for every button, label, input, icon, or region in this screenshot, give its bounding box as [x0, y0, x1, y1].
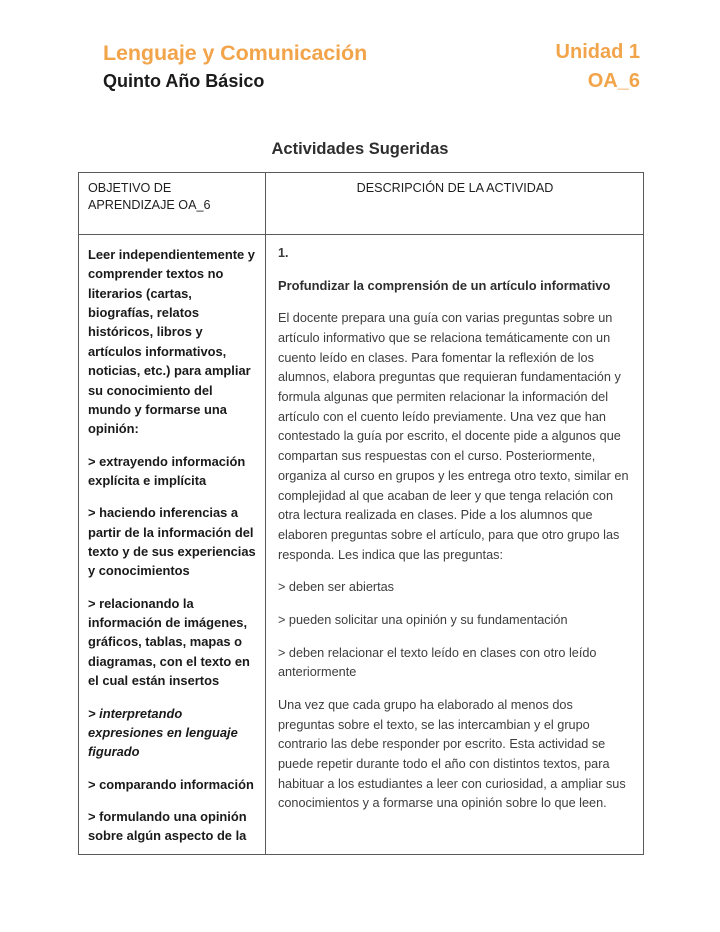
activity-title: Profundizar la comprensión de un artículo informativo — [278, 277, 611, 293]
document-header — [103, 40, 640, 94]
activity-number: 1. — [278, 246, 289, 260]
header-right-group — [556, 40, 640, 94]
oa-code-label: OA_6 — [587, 70, 640, 92]
activity-paragraph-2: Una vez que cada grupo ha elaborado al menos dos preguntas sobre el texto, se las intercambian y el grupo contrario las debe responder por escrito. Esta actividad se puede repetir durante todo el año con distintos textos, para habituar a los estudiantes a leer con curiosidad, a ampliar sus conocimientos y a formarse una opinión sobre lo que leen. — [278, 698, 626, 811]
objective-bullet-5: > formulando una opinión sobre algún aspecto de la — [88, 808, 247, 844]
table-header-row — [79, 173, 644, 235]
table-header-cell-objective — [79, 173, 266, 235]
objective-bullet-1: > haciendo inferencias a partir de la información del texto y de sus experiencias y conocimientos — [88, 505, 256, 579]
activities-table — [78, 172, 644, 855]
activity-bullet-2: > deben relacionar el texto leído en clases con otro leído anteriormente — [278, 645, 597, 680]
table-cell-description — [266, 235, 644, 855]
activity-paragraph-1: El docente prepara una guía con varias preguntas sobre un artículo informativo que se relaciona temáticamente con un cuento leído en clases. Para fomentar la reflexión de los alumnos, elabora preguntas que requieran fundamentación y formula algunas que permiten relacionar la información del artículo con el cuento leído previamente. Una vez que han contestado la guía por escrito, el docente pide a algunos que compartan sus respuestas con el curso. Posteriormente, organiza al curso en grupos y les entrega otro texto, similar en complejidad al que acaban de leer y que tenga relación con otra lectura realizada en clases. Pide a los alumnos que elaboren preguntas sobre el artículo, para que otro grupo las responda. Les indica que las preguntas: — [278, 311, 629, 562]
table-header-cell-description — [266, 173, 644, 235]
objective-content — [79, 235, 265, 854]
table-body-row — [79, 235, 644, 855]
subject-title: Lenguaje y Comunicación — [103, 41, 368, 65]
objective-bullet-4: > comparando información — [88, 776, 254, 792]
header-left-group — [103, 40, 367, 93]
activity-bullet-0: > deben ser abiertas — [278, 580, 395, 595]
objective-bullet-3: > interpretando expresiones en lenguaje figurado — [88, 705, 238, 760]
objective-bullet-0: > extrayendo información explícita e implícita — [88, 453, 246, 488]
objective-intro-text: Leer independientemente y comprender textos no literarios (cartas, biografías, relatos históricos, libros y artículos informativos, noticias, etc.) para ampliar su conocimiento del mundo y formarse una opinión: — [88, 247, 255, 437]
objective-bullet-2: > relacionando la información de imágenes, gráficos, tablas, mapas o diagramas, con el texto en el cual están insertos — [88, 595, 250, 689]
activity-bullet-1: > pueden solicitar una opinión y su fundamentación — [278, 612, 568, 627]
description-content — [266, 235, 643, 823]
unit-label: Unidad 1 — [555, 41, 640, 63]
table-cell-objective — [79, 235, 266, 855]
grade-level-title: Quinto Año Básico — [103, 70, 265, 91]
column-header-description: DESCRIPCIÓN DE LA ACTIVIDAD — [356, 181, 554, 195]
section-title: Actividades Sugeridas — [271, 140, 449, 158]
column-header-objective: OBJETIVO DE APRENDIZAJE OA_6 — [88, 181, 211, 212]
